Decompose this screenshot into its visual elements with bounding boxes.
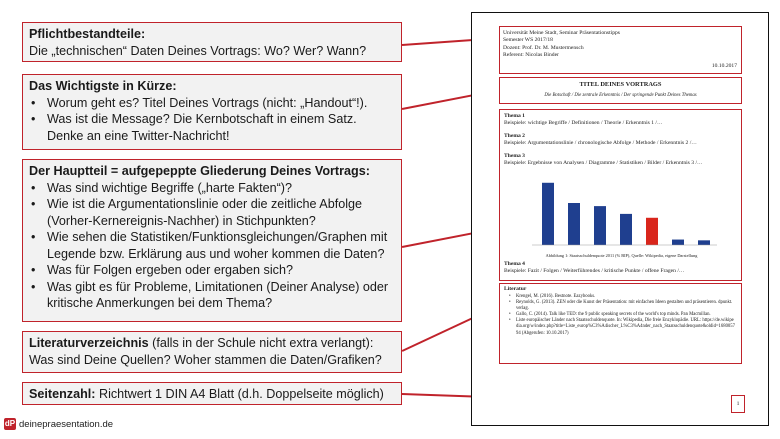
list-item: • Wie sehen die Statistiken/Funktionsgleichungen/Graphen mit Legende bzw. Erklärung aus und woher kommen die Daten? [29, 229, 395, 262]
box-text: Die „technischen“ Daten Deines Vortrags: Wo? Wer? Wann? [29, 43, 367, 58]
chart-bar [568, 203, 580, 245]
list-item: • Was für Folgen ergeben oder ergaben sich? [29, 262, 395, 279]
chart-bar [542, 183, 554, 245]
header-line: Universität Meine Stadt, Seminar Präsentationstipps [503, 30, 620, 36]
doc-subtitle: Die Botschaft / Die zentrale Erkenntnis / Der springende Punkt Deines Themas [544, 93, 697, 98]
doc-literature [499, 283, 742, 364]
box-title: Literaturverzeichnis [29, 336, 149, 350]
theme-heading: Thema 4 [504, 261, 525, 267]
doc-title-box [499, 77, 742, 104]
header-line: Dozent: Prof. Dr. M. Mustermensch [503, 44, 584, 51]
doc-header [499, 26, 742, 74]
bar-chart [522, 171, 722, 249]
chart-bar [620, 214, 632, 245]
chart-bar [594, 206, 606, 245]
box-text: Was sind Deine Quellen? Woher stammen die Daten/Grafiken? [29, 352, 382, 367]
box-hauptteil [22, 159, 402, 322]
list-item: • Was gibt es für Probleme, Limitationen (Deiner Analyse) oder kritische Anmerkungen bei dem Thema? [29, 279, 395, 312]
box-title: Das Wichtigste in Kürze: [29, 79, 177, 93]
theme-text: Beispiele: wichtige Begriffe / Definitionen / Theorie / Erkenntnis 1 /… [504, 120, 663, 126]
header-date: 10.10.2017 [711, 63, 737, 69]
literature-heading: Literatur [504, 286, 527, 292]
theme-block [504, 261, 684, 275]
list-item: • Was ist die Message? Die Kernbotschaft in einem Satz. Denke an eine Twitter-Nachricht! [29, 111, 395, 144]
box-title: Pflichtbestandteile: [29, 27, 146, 41]
literature-item: • Krengel, M. (2016). Bestnote. Eazybooks. [516, 294, 736, 300]
header-line: Semester WS 2017/18 [503, 37, 553, 44]
doc-main [499, 109, 742, 281]
site-name: deinepraesentation.de [19, 418, 114, 430]
box-note: (falls in der Schule nicht extra verlangt): [148, 336, 374, 350]
literature-item: • Gallo, C. (2014). Talk like TED: the 9 public speaking secrets of the world's top minds. Pan Macmillan. [516, 312, 736, 318]
box-pflichtbestandteile [22, 22, 402, 62]
box-wichtigste [22, 74, 402, 150]
literature-item: • Liste europäischer Länder nach Staatsschuldenquote. In: Wikipedia, Die freie Enzyklopädie. URL: https://de.wikipedia.org/w/index.php?title=Liste_europ%C3%A4ischer_L%C3%A4nder_nach_Staatsschuldenquote&oldid=168005794 (Abgerufen: 10.10.2017) [516, 318, 736, 336]
box-text: Richtwert 1 DIN A4 Blatt (d.h. Doppelseite möglich) [95, 387, 384, 401]
handout-page [471, 12, 769, 426]
box-literaturverzeichnis [22, 331, 402, 373]
box-seitenzahl [22, 382, 402, 405]
box-title: Seitenzahl: [29, 387, 96, 401]
chart-bar [698, 240, 710, 245]
list-item: • Was sind wichtige Begriffe („harte Fakten“)? [29, 180, 395, 197]
box-title: Der Hauptteil = aufgepeppte Gliederung Deines Vortrags: [29, 164, 370, 178]
brand-logo[interactable] [4, 418, 113, 430]
theme-heading: Thema 3 [504, 153, 525, 159]
theme-text: Beispiele: Ergebnisse von Analysen / Diagramme / Statistiken / Bilder / Erkenntnis 3 /… [504, 160, 703, 166]
doc-title: TITEL DEINES VORTRAGS [579, 81, 662, 88]
theme-block [504, 113, 663, 127]
theme-block [504, 153, 703, 167]
literature-item: • Reynolds, G. (2013). ZEN oder die Kunst der Präsentation: mit einfachen Ideen gestalten und präsentieren. dpunkt. verlag. [516, 300, 736, 312]
logo-mark: dP [4, 419, 16, 428]
theme-heading: Thema 2 [504, 133, 525, 139]
theme-text: Beispiele: Argumentationslinie / chronologische Abfolge / Methode / Erkenntnis 2 /… [504, 140, 697, 146]
list-item: • Wie ist die Argumentationslinie oder die zeitliche Abfolge (Vorher-Kernereignis-Nachher) in Stichpunkten? [29, 196, 395, 229]
chart-bar [672, 240, 684, 245]
theme-block [504, 133, 697, 147]
theme-heading: Thema 1 [504, 113, 525, 119]
theme-text: Beispiele: Fazit / Folgen / Weiterführendes / kritische Punkte / offene Fragen /… [504, 268, 685, 274]
chart-bar [646, 218, 658, 245]
page-number: 1 [731, 395, 745, 413]
list-item: • Worum geht es? Titel Deines Vortrags (nicht: „Handout“!). [29, 95, 395, 112]
chart-caption: Abbildung 1: Staatsschuldenquote 2011 (% BIP), Quelle: Wikipedia, eigene Darstellung [545, 253, 698, 258]
header-line: Referent: Nicolas Binder [503, 52, 559, 59]
